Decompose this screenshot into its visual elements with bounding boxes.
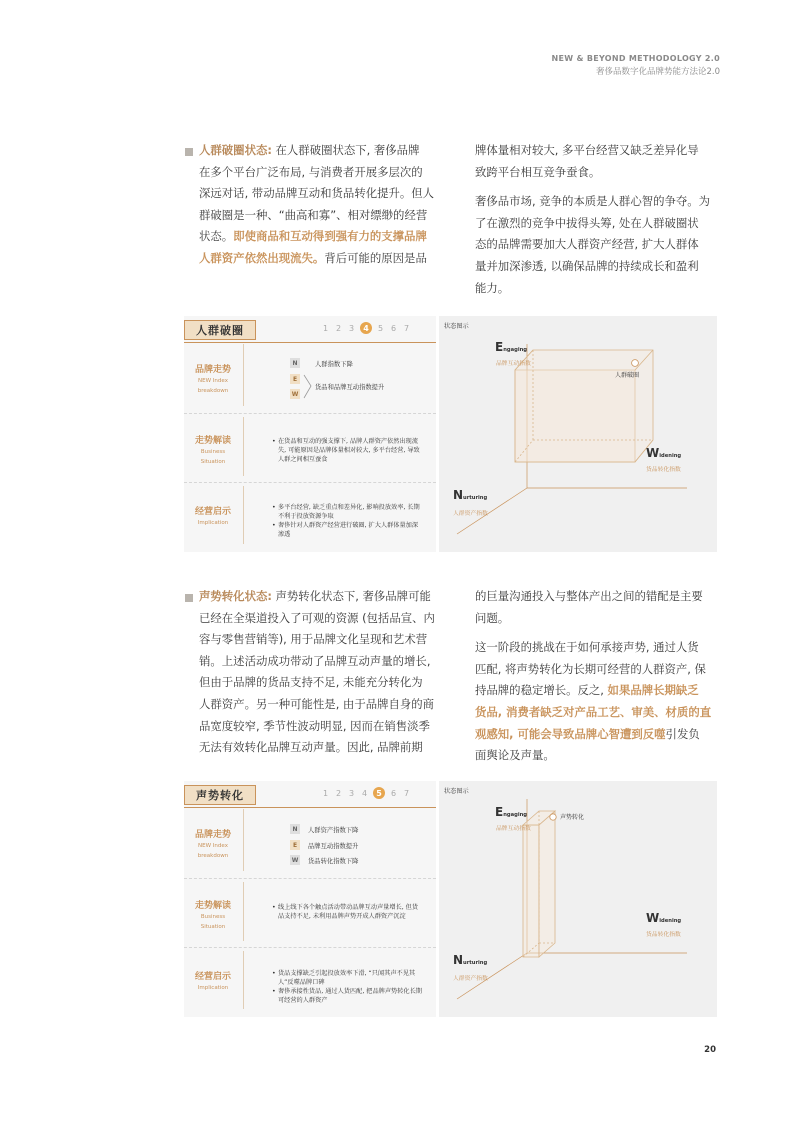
divider [184,342,436,343]
section2-lead: 声势转化状态: [199,589,272,603]
text-line: 状态。 [199,229,234,244]
section1-right-text [475,140,725,299]
header-en: NEW & BEYOND METHODOLOGY 2.0 [551,54,720,63]
axis-e-label: Engaging [495,805,528,819]
section1-left-text [199,140,449,270]
text-line: 能力。 [475,280,510,295]
axis-n-zh: 人群资产指数 [453,511,488,517]
letter-w-box: W [291,390,299,398]
step: 3 [348,323,355,333]
highlight-text: 即使商品和互动得到强有力的支撑品牌 [233,229,427,244]
letter-e-box: E [290,840,300,850]
divider [184,482,436,483]
page-number: 20 [704,1045,716,1055]
row-label-zh: 走势解读 [194,901,231,911]
letter-w-box: W [291,856,299,864]
e-trend-text: 品牌互动指数提升 [308,843,359,850]
bullet-item: • 货品支撑缺乏引起投放效率下滑, “只闻其声不见其人”反噬品牌口碑 [272,969,422,987]
situation-bullets [272,903,422,921]
diagram-info-panel [184,781,436,1017]
text-line: 背后可能的原因是品 [324,250,427,265]
n-trend-text: 人群指数下降 [315,361,353,368]
text-line: 持品牌的稳定增长。反之, [475,683,608,698]
text-line: 引发负 [665,726,700,741]
text-line: 问题。 [475,610,510,625]
running-header [552,54,721,77]
point-label: 声势转化 [560,814,585,821]
divider [243,951,244,1009]
axis-n-label: Nurturing [453,488,488,502]
highlight-text: 观感知, 可能会导致品牌心智遭到反噬 [475,726,666,741]
row-label-en: breakdown [197,388,229,394]
diagram-tag: 人群破圈 [184,320,256,340]
axis-w-zh: 货品转化指数 [646,932,681,938]
w-trend-text: 货品转化指数下降 [308,858,359,865]
step: 4 [361,788,368,798]
bracket-icon [302,374,316,400]
step: 1 [322,323,329,333]
row-label-en: Implication [197,985,229,991]
section2-right-text [475,586,725,767]
divider [243,882,244,941]
text-line: 面舆论及声量。 [475,748,555,763]
divider [184,807,436,808]
implication-bullets [272,503,422,539]
text-line: 的巨量沟通投入与整体产出之间的错配是主要 [475,589,703,603]
bullet-square [185,594,193,602]
row-label-situation [184,898,242,931]
header-cn: 奢侈品数字化品牌势能方法论2.0 [595,67,720,77]
text-line: 群破圈是一种、“曲高和寡”、相对缥缈的经营 [199,207,428,222]
bullet-item: • 线上线下各个触点活动带动品牌互动声量增长, 但货品支持不足, 未利用品牌声势开成人群资产沉淀 [272,903,422,921]
axis-w-label: Widening [646,446,682,460]
text-line: 无法有效转化品牌互动声量。因此, 品牌前期 [199,740,423,755]
axis-w-zh: 货品转化指数 [646,467,681,473]
text-line: 在人群破圈状态下, 奢侈品牌 [271,143,420,157]
row-label-trend [184,362,242,395]
divider [184,413,436,414]
step: 6 [390,788,397,798]
row-label-zh: 品牌走势 [194,365,231,375]
diagram-crowd-breakout [184,316,717,552]
text-line: 但由于品牌的货品支持不足, 未能充分转化为 [199,675,423,690]
step-active: 5 [373,787,385,799]
text-line: 匹配, 将声势转化为长期可经营的人群资产, 保 [475,661,706,676]
step: 5 [377,323,384,333]
text-line: 在多个平台广泛布局, 与消费者开展多层次的 [199,164,423,179]
row-label-en: breakdown [197,853,229,859]
letter-e-box: E [290,374,300,384]
step: 7 [403,323,410,333]
bullet-item: • 奢侈承接性货品, 通过人货匹配, 把品牌声势转化长期可经营的人群资产 [272,987,422,1005]
axis-e-zh: 品牌互动指数 [496,826,531,832]
text-line: 牌体量相对较大, 多平台经营又缺乏差异化导 [475,143,699,157]
step: 2 [335,788,342,798]
volume-box [515,350,653,462]
row-label-en: Implication [197,520,229,526]
text-line: 品宽度较窄, 季节性波动明显, 因而在销售淡季 [199,718,430,733]
row-label-en: Business [200,449,226,455]
text-line: 这一阶段的挑战在于如何承接声势, 通过人货 [475,640,699,655]
axis-e-label: Engaging [495,340,528,354]
row-label-en: Business [200,914,226,920]
state-diagram-panel [439,781,717,1017]
axis-n-label: Nurturing [453,953,488,967]
axis-e-zh: 品牌互动指数 [496,361,531,367]
row-label-zh: 走势解读 [194,436,231,446]
ew-trend-text: 货品和品牌互动指数提升 [315,384,385,391]
bullet-item: • 在货品和互动的强支撑下, 品牌人群资产依然出现流失, 可能原因是品牌体量相对较大, 多平台经营, 导致人群之间相互蚕食 [272,437,422,464]
step: 1 [322,788,329,798]
step-active: 4 [360,322,372,334]
step: 2 [335,323,342,333]
diagram-info-panel [184,316,436,552]
state-point [632,360,639,367]
divider [243,486,244,544]
text-line: 了在激烈的竞争中拔得头筹, 处在人群破圈状 [475,215,699,230]
letter-n-box: N [290,358,300,368]
point-label: 人群破圈 [615,372,640,379]
row-label-en: NEW Index [198,378,228,384]
text-line: 态的品牌需要加大人群资产经营, 扩大人群体 [475,237,699,252]
state-label: 状态图示 [444,323,469,330]
divider [243,344,244,406]
text-line: 深远对话, 带动品牌互动和货品转化提升。但人 [199,186,435,201]
step: 6 [390,323,397,333]
text-line: 容与零售营销等), 用于品牌文化呈现和艺术营 [199,632,428,647]
step: 3 [348,788,355,798]
row-label-en: Situation [200,459,226,465]
implication-bullets [272,969,422,1005]
text-line: 量并加深渗透, 以确保品牌的持续成长和盈利 [475,258,699,273]
axis-w-label: Widening [646,911,682,925]
row-label-trend [184,827,242,860]
state-point [550,814,556,820]
row-label-situation [184,433,242,466]
text-line: 致跨平台相互竞争蚕食。 [475,164,601,179]
step-indicator [321,322,411,334]
row-label-en: Situation [200,924,226,930]
section2-left-text [199,586,449,759]
situation-bullets [272,437,422,464]
highlight-text: 货品, 消费者缺乏对产品工艺、审美、材质的直 [475,704,712,719]
divider [184,947,436,948]
divider [184,878,436,879]
row-label-zh: 品牌走势 [194,830,231,840]
state-label: 状态图示 [444,788,469,795]
state-diagram-panel [439,316,717,552]
row-label-implication [184,504,242,527]
text-line: 已经在全渠道投入了可观的资源 (包括品宣、内 [199,610,435,625]
bullet-item: • 多平台经营, 缺乏重点和差异化, 影响投放效率, 长期不利于投放资源争取 [272,503,422,521]
text-line: 声势转化状态下, 奢侈品牌可能 [271,589,431,603]
row-label-zh: 经营启示 [194,507,231,517]
section1-lead: 人群破圈状态: [199,143,272,157]
step: 7 [403,788,410,798]
highlight-text: 人群资产依然出现流失。 [199,250,325,265]
axis-n-zh: 人群资产指数 [453,976,488,982]
row-label-en: NEW Index [198,843,228,849]
text-line: 奢侈品市场, 竞争的本质是人群心智的争夺。为 [475,194,711,209]
diagram-momentum-conversion [184,781,717,1017]
text-line: 销。上述活动成功带动了品牌互动声量的增长, [199,653,431,668]
letter-n-box: N [290,824,300,834]
bullet-square [185,148,193,156]
highlight-text: 如果品牌长期缺乏 [607,683,699,698]
text-line: 人群资产。另一种可能性是, 由于品牌自身的商 [199,696,435,711]
volume-column [523,811,555,957]
row-label-implication [184,969,242,992]
step-indicator [321,787,411,799]
bullet-item: • 奢侈针对人群资产经营进行破圈, 扩大人群体量加深渗透 [272,521,422,539]
divider [243,809,244,871]
row-label-zh: 经营启示 [194,972,231,982]
n-trend-text: 人群资产指数下降 [308,827,359,834]
diagram-tag: 声势转化 [184,785,256,805]
divider [243,417,244,476]
